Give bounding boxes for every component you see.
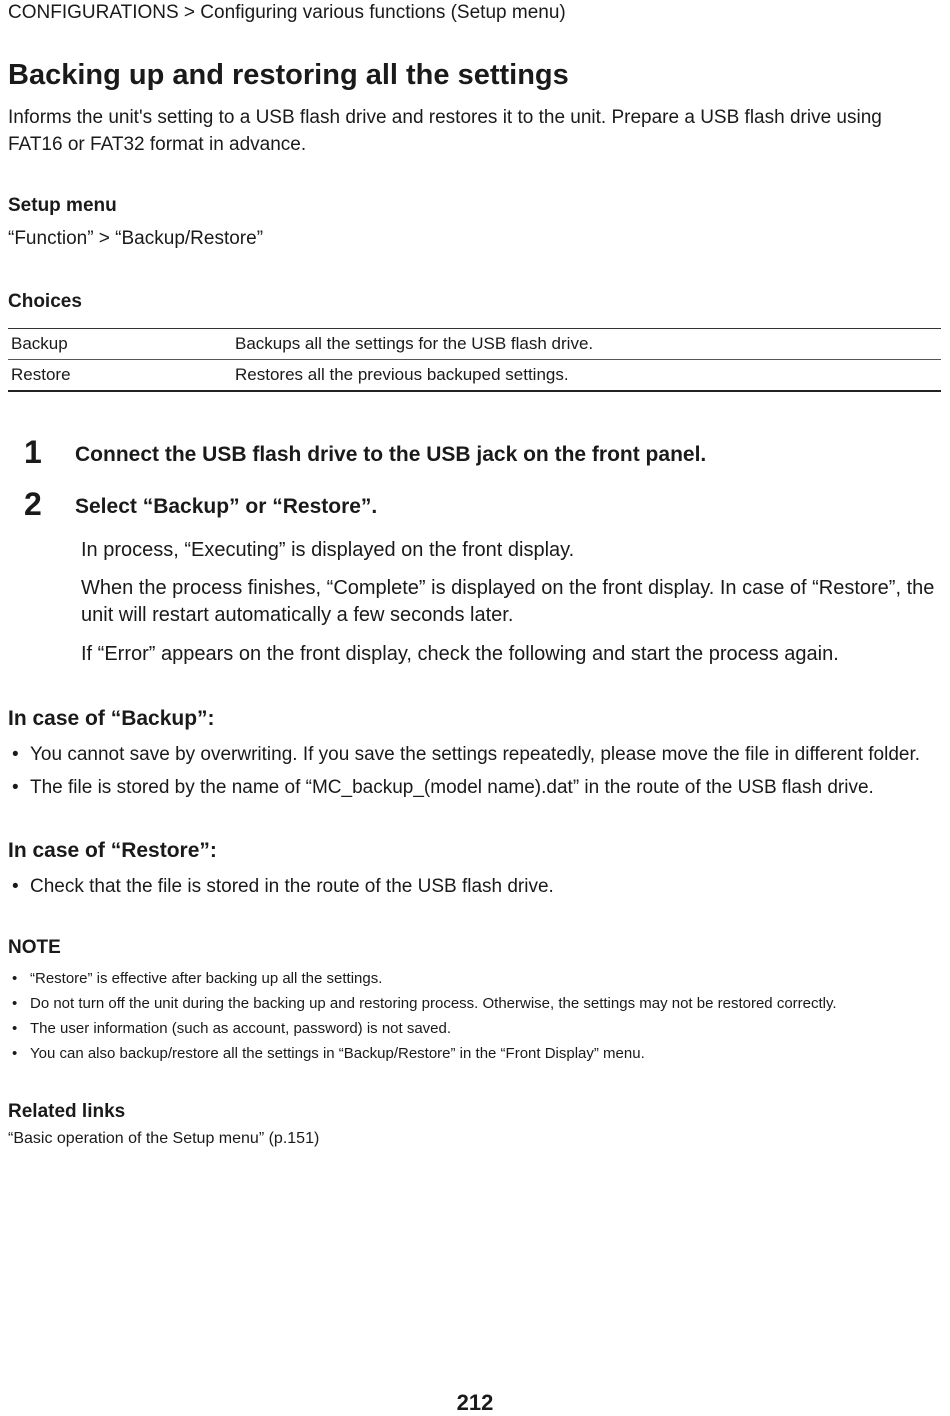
related-link[interactable]: “Basic operation of the Setup menu” (p.151) (8, 1130, 320, 1147)
list-item: • Do not turn off the unit during the backing up and restoring process. Otherwise, the settings may not be restored correctly. (8, 991, 948, 1016)
step-number: 2 (24, 486, 42, 522)
note-list (8, 966, 948, 1066)
choices-table (8, 328, 941, 392)
choice-description: Restores all the previous backuped settings. (235, 365, 569, 384)
list-item: • The user information (such as account, password) is not saved. (8, 1016, 948, 1041)
choice-name: Backup (11, 334, 68, 353)
step-instruction: Select “Backup” or “Restore”. (75, 495, 378, 518)
breadcrumb: CONFIGURATIONS > Configuring various functions (Setup menu) (8, 2, 566, 23)
setup-menu-heading: Setup menu (8, 195, 117, 216)
table-row (8, 329, 941, 360)
step-2-detail: When the process finishes, “Complete” is displayed on the front display. In case of “Restore”, the unit will restart automatically a few seconds later. (81, 577, 935, 626)
list-item: • “Restore” is effective after backing up all the settings. (8, 966, 948, 991)
list-item: • The file is stored by the name of “MC_backup_(model name).dat” in the route of the USB flash drive. (8, 771, 948, 804)
page-number: 212 (456, 1390, 494, 1415)
table-row (8, 360, 941, 392)
choice-name: Restore (11, 365, 71, 384)
choice-description: Backups all the settings for the USB flash drive. (235, 334, 594, 353)
page-title: Backing up and restoring all the settings (8, 59, 569, 91)
choices-heading: Choices (8, 291, 82, 312)
related-links-heading: Related links (8, 1101, 126, 1122)
backup-case-heading: In case of “Backup”: (8, 707, 215, 730)
list-item: • You can also backup/restore all the settings in “Backup/Restore” in the “Front Display” menu. (8, 1041, 948, 1066)
step-2-detail: In process, “Executing” is displayed on the front display. (81, 539, 575, 561)
step-instruction: Connect the USB flash drive to the USB jack on the front panel. (75, 443, 707, 466)
step-number: 1 (24, 434, 42, 470)
note-heading: NOTE (8, 937, 61, 958)
restore-case-heading: In case of “Restore”: (8, 839, 217, 862)
setup-menu-path: “Function” > “Backup/Restore” (8, 228, 264, 249)
step-2-detail: If “Error” appears on the front display, check the following and start the process again. (81, 643, 839, 665)
list-item: • You cannot save by overwriting. If you save the settings repeatedly, please move the file in different folder. (8, 738, 948, 771)
restore-case-list (8, 870, 948, 903)
list-item: • Check that the file is stored in the route of the USB flash drive. (8, 870, 948, 903)
backup-case-list (8, 738, 948, 804)
intro-paragraph: Informs the unit's setting to a USB flash drive and restores it to the unit. Prepare a USB flash drive using FAT16 or FAT32 format in advance. (8, 107, 882, 155)
